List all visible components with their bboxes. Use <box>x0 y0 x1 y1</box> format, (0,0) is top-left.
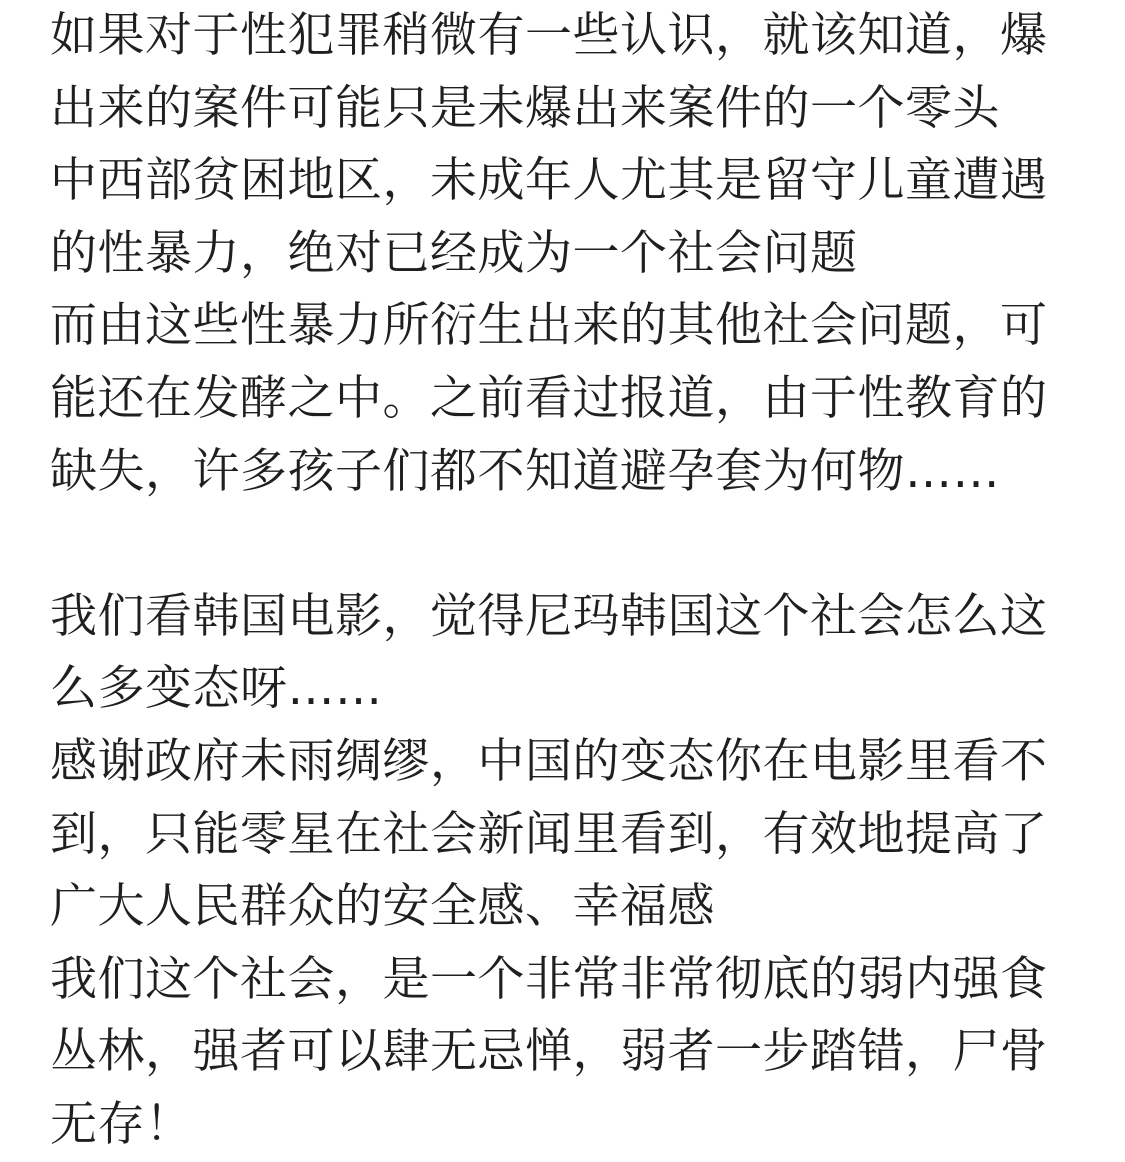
text-line: 广大人民群众的安全感、幸福感 <box>50 879 715 935</box>
text-line: 能还在发酵之中。之前看过报道，由于性教育的 <box>50 370 1048 426</box>
post-body <box>50 0 1080 1162</box>
text-line: 无存！ <box>50 1096 193 1152</box>
text-line: 的性暴力，绝对已经成为一个社会问题 <box>50 225 858 281</box>
text-line: 而由这些性暴力所衍生出来的其他社会问题，可 <box>50 298 1048 354</box>
paragraph-gap <box>50 508 1080 581</box>
text-line: 如果对于性犯罪稍微有一些认识，就该知道，爆 <box>50 8 1048 63</box>
text-line: 我们看韩国电影，觉得尼玛韩国这个社会怎么这 <box>50 588 1048 644</box>
text-line: 中西部贫困地区，未成年人尤其是留守儿童遭遇 <box>50 153 1048 209</box>
text-line: 我们这个社会，是一个非常非常彻底的弱内强食 <box>50 951 1048 1007</box>
text-line: 丛林，强者可以肆无忌惮，弱者一步踏错，尸骨 <box>50 1024 1048 1080</box>
text-line: 么多变态呀…… <box>50 661 383 717</box>
text-line: 感谢政府未雨绸缪，中国的变态你在电影里看不 <box>50 733 1048 789</box>
text-line: 到，只能零星在社会新闻里看到，有效地提高了 <box>50 806 1048 862</box>
text-line: 出来的案件可能只是未爆出来案件的一个零头 <box>50 80 1000 136</box>
text-line: 缺失，许多孩子们都不知道避孕套为何物…… <box>50 443 1000 499</box>
